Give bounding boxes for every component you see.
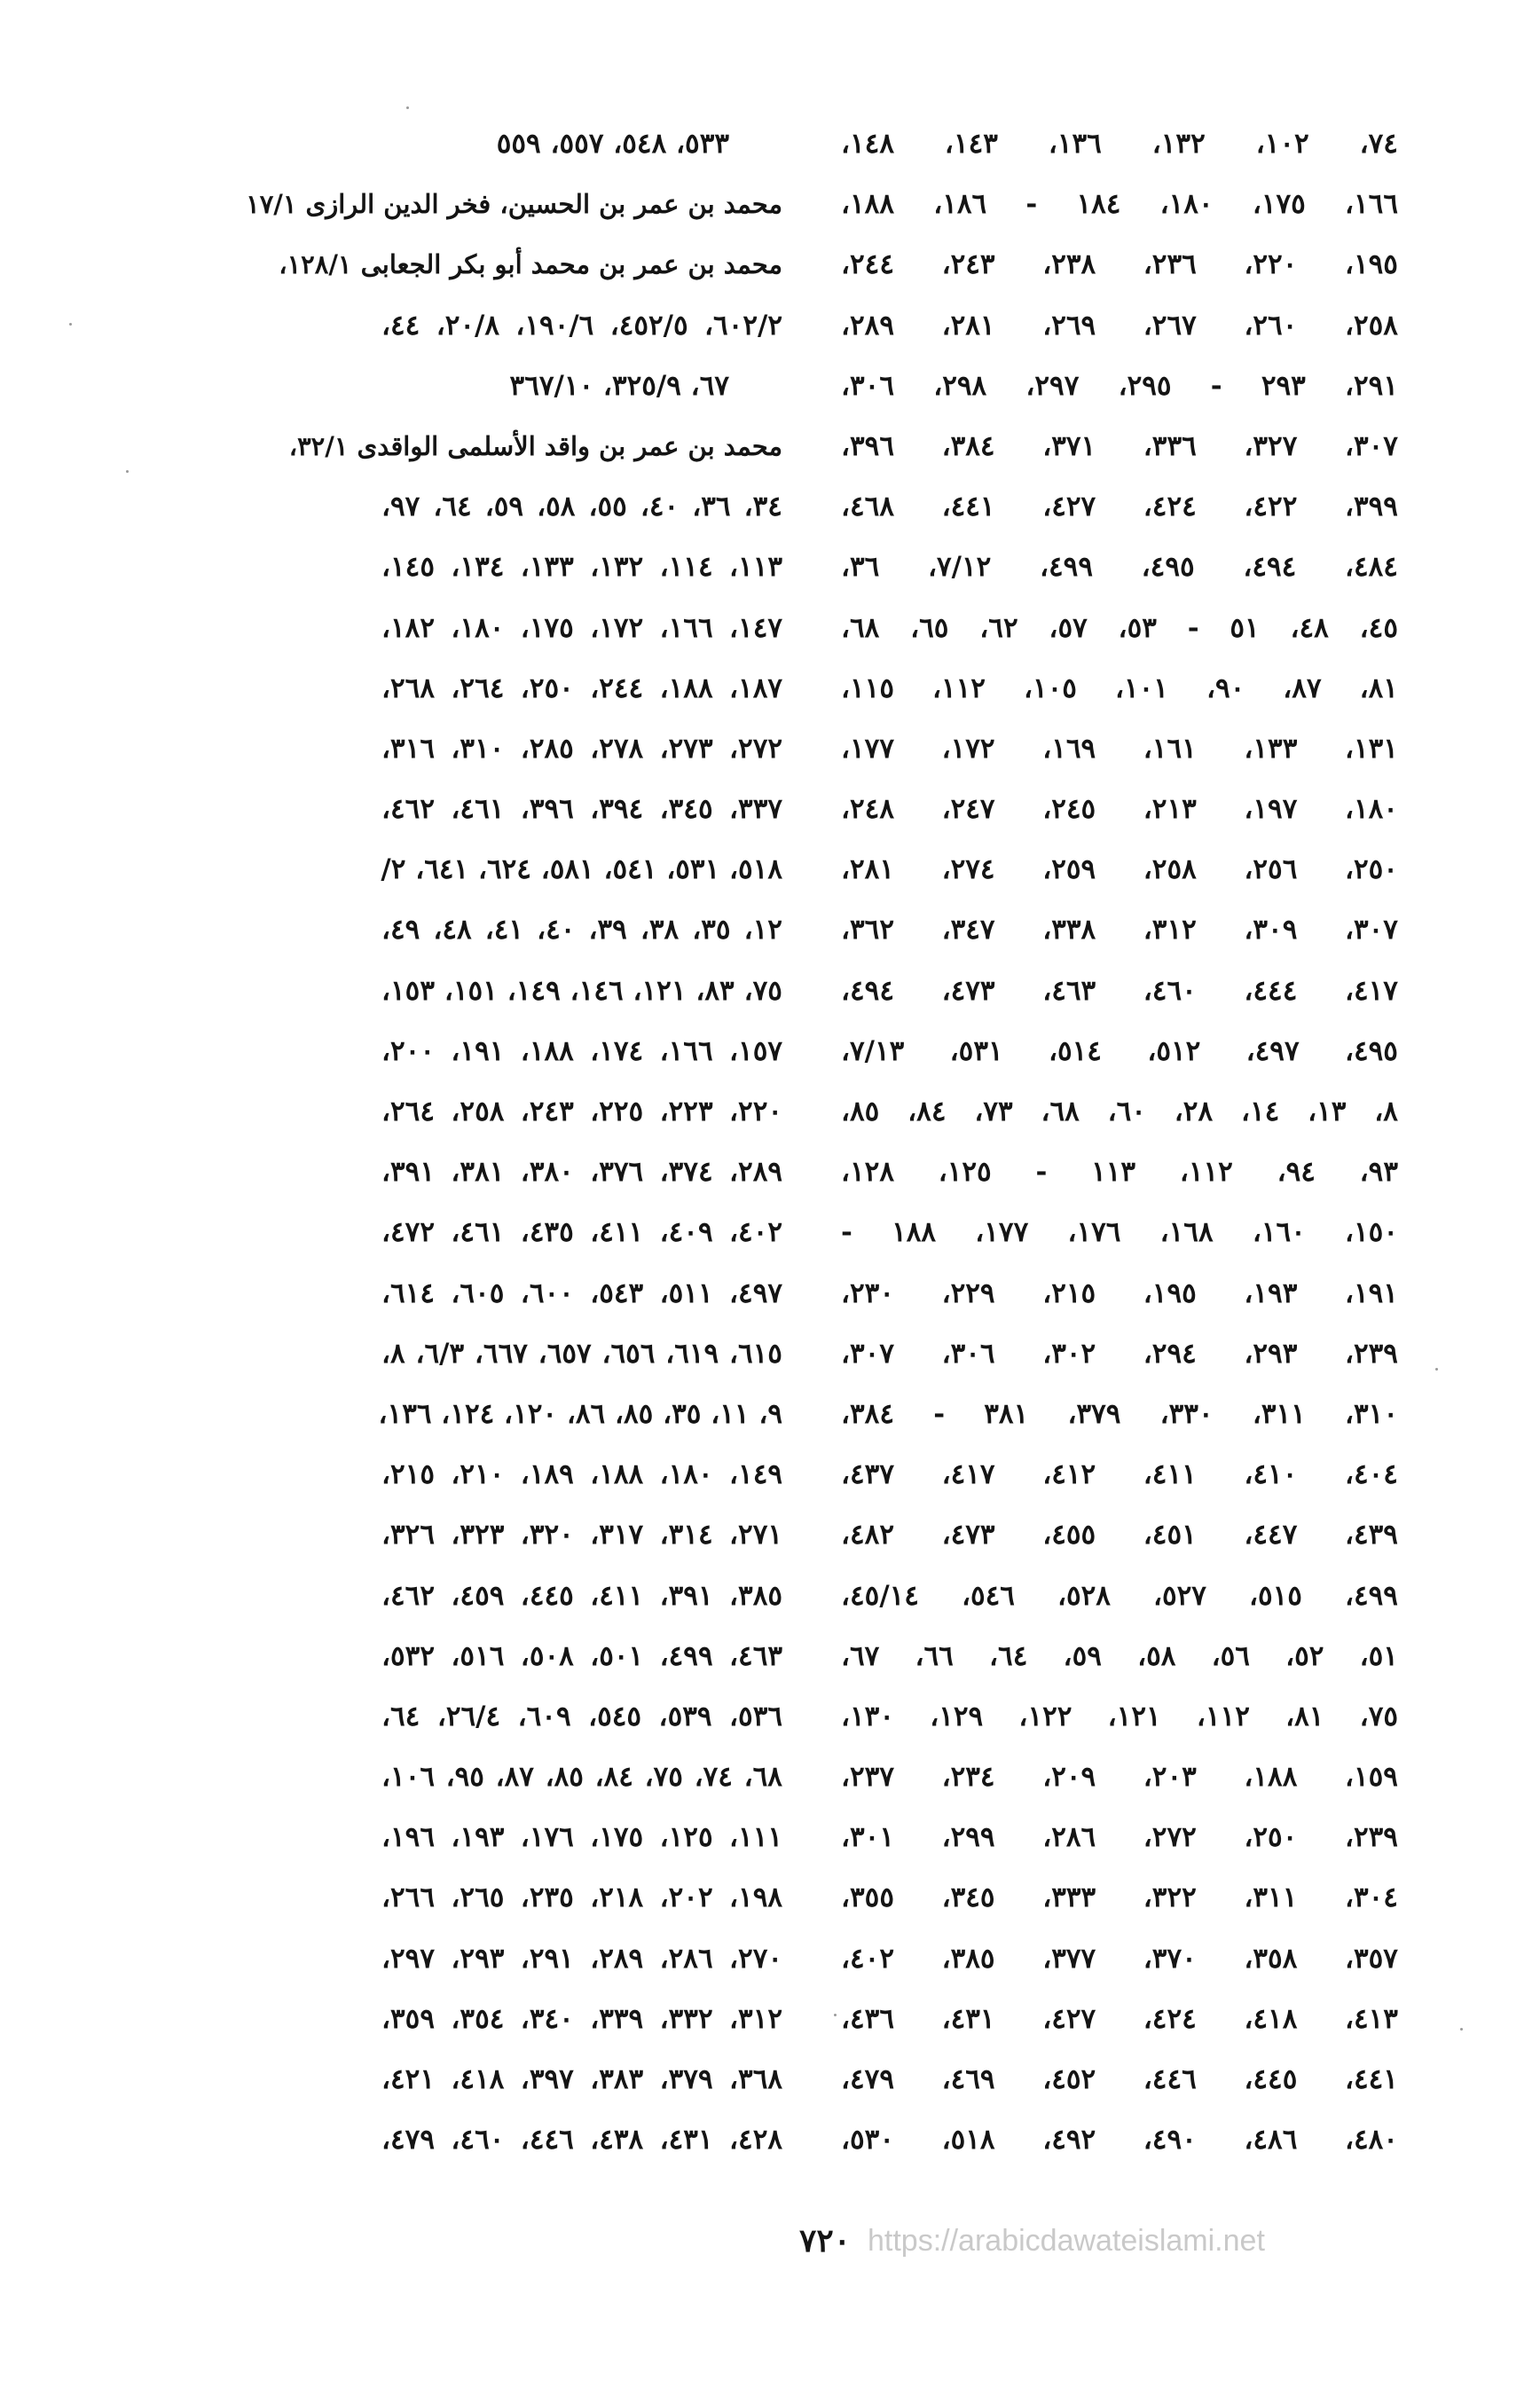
- index-line: ٣٨٥، ٣٩١، ٤١١، ٤٤٥، ٤٥٩، ٤٦٢،: [381, 1579, 782, 1612]
- index-line: ٤٨٤، ٤٩٤، ٤٩٥، ٤٩٩، ٧/١٢، ٣٦،: [841, 551, 1398, 584]
- index-line: ٤٠٢، ٤٠٩، ٤١١، ٤٣٥، ٤٦١، ٤٧٢،: [381, 1216, 782, 1249]
- index-line: ٤٢٨، ٤٣١، ٤٣٨، ٤٤٦، ٤٦٠، ٤٧٩،: [381, 2124, 782, 2157]
- index-line: ٦٠٢/٢، ٤٥٢/٥، ١٩٠/٦، ٢٠/٨، ٤٤،: [381, 309, 782, 342]
- scan-speck: [126, 470, 129, 473]
- index-line: ٤٩٩، ٥١٥، ٥٢٧، ٥٢٨، ٥٤٦، ٤٥/١٤،: [841, 1579, 1398, 1612]
- index-line: ٥٣٦، ٥٣٩، ٥٤٥، ٦٠٩، ٢٦/٤، ٦٤،: [381, 1700, 782, 1732]
- index-line: ٩٣، ٩٤، ١١٢، ١١٣ - ١٢٥، ١٢٨،: [841, 1156, 1398, 1189]
- index-line: ٧٥، ٨١، ١١٢، ١٢١، ١٢٢، ١٢٩، ١٣٠،: [841, 1700, 1398, 1732]
- index-line: ٢٩١، ٢٩٣ - ٢٩٥، ٢٩٧، ٢٩٨، ٣٠٦،: [841, 369, 1398, 402]
- index-line: ٤٨٠، ٤٨٦، ٤٩٠، ٤٩٢، ٥١٨، ٥٣٠،: [841, 2124, 1398, 2157]
- index-line: ٢٨٩، ٣٧٤، ٣٧٦، ٣٨٠، ٣٨١، ٣٩١،: [381, 1156, 782, 1189]
- index-line: ٣١٠، ٣١١، ٣٣٠، ٣٧٩، ٣٨١ - ٣٨٤،: [841, 1397, 1398, 1430]
- index-line: ٦٨، ٧٤، ٧٥، ٨٤، ٨٥، ٨٧، ٩٥، ١٠٦،: [381, 1761, 782, 1794]
- index-line: ٦١٥، ٦١٩، ٦٥٦، ٦٥٧، ٦٦٧، ٦/٣، ٨،: [381, 1337, 782, 1370]
- index-line: ٤٣٩، ٤٤٧، ٤٥١، ٤٥٥، ٤٧٣، ٤٨٢،: [841, 1519, 1398, 1552]
- index-line: ١٨٠، ١٩٧، ٢١٣، ٢٤٥، ٢٤٧، ٢٤٨،: [841, 793, 1398, 826]
- index-line: ٢٢٠، ٢٢٣، ٢٢٥، ٢٤٣، ٢٥٨، ٢٦٤،: [381, 1096, 782, 1127]
- index-line: ٢٣٩، ٢٥٠، ٢٧٢، ٢٨٦، ٢٩٩، ٣٠١،: [841, 1821, 1398, 1854]
- index-line: ١٩٨، ٢٠٢، ٢١٨، ٢٣٥، ٢٦٥، ٢٦٦،: [381, 1882, 782, 1914]
- index-column-left: [246, 114, 782, 2170]
- index-line: ٢٥٨، ٢٦٠، ٢٦٧، ٢٦٩، ٢٨١، ٢٨٩،: [841, 309, 1398, 342]
- index-line: ٣٥٧، ٣٥٨، ٣٧٠، ٣٧٧، ٣٨٥، ٤٠٢،: [841, 1942, 1398, 1975]
- index-line: ٢٣٩، ٢٩٣، ٢٩٤، ٣٠٢، ٣٠٦، ٣٠٧،: [841, 1337, 1398, 1370]
- index-line: ١١١، ١٢٥، ١٧٥، ١٧٦، ١٩٣، ١٩٦،: [381, 1821, 782, 1854]
- index-line: ٦٧، ٣٢٥/٩، ٣٦٧/١٠: [509, 369, 729, 402]
- index-line: ١٦٦، ١٧٥، ١٨٠، ١٨٤ - ١٨٦، ١٨٨،: [841, 188, 1398, 221]
- index-line: محمد بن عمر بن واقد الأسلمى الواقدى ٣٢/١،: [288, 430, 782, 461]
- index-column-right: [841, 114, 1398, 2170]
- index-line: ١٩٥، ٢٢٠، ٢٣٦، ٢٣٨، ٢٤٣، ٢٤٤،: [841, 248, 1398, 281]
- scan-speck: [834, 2014, 837, 2016]
- index-line: ٤٤١، ٤٤٥، ٤٤٦، ٤٥٢، ٤٦٩، ٤٧٩،: [841, 2063, 1398, 2095]
- index-line: ٧٥، ٨٣، ١٢١، ١٤٦، ١٤٩، ١٥١، ١٥٣،: [381, 974, 782, 1007]
- index-line: ٢٧٢، ٢٧٣، ٢٧٨، ٢٨٥، ٣١٠، ٣١٦،: [381, 732, 782, 765]
- index-line: ١٨٧، ١٨٨، ٢٤٤، ٢٥٠، ٢٦٤، ٢٦٨،: [381, 672, 782, 704]
- index-line: ٢٧١، ٣١٤، ٣١٧، ٣٢٠، ٣٢٣، ٣٢٦،: [381, 1519, 782, 1552]
- scan-speck: [1460, 2028, 1463, 2031]
- index-line: ٤٦٣، ٤٩٩، ٥٠١، ٥٠٨، ٥١٦، ٥٣٢،: [381, 1639, 782, 1672]
- index-line: ٩، ١١، ٣٥، ٨٥، ٨٦، ١٢٠، ١٢٤، ١٣٦،: [378, 1397, 782, 1430]
- index-line: ١٤٩، ١٨٠، ١٨٨، ١٨٩، ٢١٠، ٢١٥،: [381, 1458, 782, 1491]
- index-line: ١٥٩، ١٨٨، ٢٠٣، ٢٠٩، ٢٣٤، ٢٣٧،: [841, 1761, 1398, 1794]
- page-number: ٧٢٠: [798, 2222, 851, 2259]
- index-line: ٢٥٠، ٢٥٦، ٢٥٨، ٢٥٩، ٢٧٤، ٢٨١،: [841, 853, 1398, 886]
- index-line: ٣٦٨، ٣٧٩، ٣٨٣، ٣٩٧، ٤١٨، ٤٢١،: [381, 2063, 782, 2095]
- index-line: ١٢، ٣٥، ٣٨، ٣٩، ٤٠، ٤١، ٤٨، ٤٩،: [381, 914, 782, 947]
- index-line: ١٩١، ١٩٣، ١٩٥، ٢١٥، ٢٢٩، ٢٣٠،: [841, 1277, 1398, 1309]
- scan-speck: [1435, 1368, 1438, 1371]
- index-line: ٣٩٩، ٤٢٢، ٤٢٤، ٤٢٧، ٤٤١، ٤٦٨،: [841, 491, 1398, 523]
- scan-speck: [406, 106, 409, 109]
- index-line: ١٥٠، ١٦٠، ١٦٨، ١٧٦، ١٧٧، ١٨٨ -: [841, 1216, 1398, 1249]
- index-line: ٥٣٣، ٥٤٨، ٥٥٧، ٥٥٩: [496, 128, 729, 160]
- index-line: ٣٠٧، ٣٢٧، ٣٣٦، ٣٧١، ٣٨٤، ٣٩٦،: [841, 429, 1398, 462]
- index-line: ٣١٢، ٣٣٢، ٣٣٩، ٣٤٠، ٣٥٤، ٣٥٩،: [381, 2002, 782, 2035]
- index-line: ٣٣٧، ٣٤٥، ٣٩٤، ٣٩٦، ٤٦١، ٤٦٢،: [381, 793, 782, 826]
- index-line: ١١٣، ١١٤، ١٣٢، ١٣٣، ١٣٤، ١٤٥،: [381, 551, 782, 584]
- index-line: ١٣١، ١٣٣، ١٦١، ١٦٩، ١٧٢، ١٧٧،: [841, 732, 1398, 765]
- index-line: ٣٠٤، ٣١١، ٣٢٢، ٣٣٣، ٣٤٥، ٣٥٥،: [841, 1882, 1398, 1914]
- index-line: محمد بن عمر بن الحسين، فخر الدين الرازى ١٧/١: [246, 189, 782, 220]
- index-line: ٨، ١٣، ١٤، ٢٨، ٦٠، ٦٨، ٧٣، ٨٤، ٨٥،: [841, 1096, 1398, 1127]
- index-line: ١٥٧، ١٦٦، ١٧٤، ١٨٨، ١٩١، ٢٠٠،: [381, 1034, 782, 1067]
- index-line: ٢٧٠، ٢٨٦، ٢٨٩، ٢٩١، ٢٩٣، ٢٩٧،: [381, 1942, 782, 1975]
- index-line: محمد بن عمر بن محمد أبو بكر الجعابى ١٢٨/١،: [279, 249, 782, 280]
- index-line: ٤١٣، ٤١٨، ٤٢٤، ٤٢٧، ٤٣١، ٤٣٦،: [841, 2002, 1398, 2035]
- index-line: ٤٩٥، ٤٩٧، ٥١٢، ٥١٤، ٥٣١، ٧/١٣،: [841, 1034, 1398, 1067]
- index-line: ١٤٧، ١٦٦، ١٧٢، ١٧٥، ١٨٠، ١٨٢،: [381, 611, 782, 644]
- index-line: ٥١، ٥٢، ٥٦، ٥٨، ٥٩، ٦٤، ٦٦، ٦٧،: [841, 1639, 1398, 1672]
- index-line: ٣٠٧، ٣٠٩، ٣١٢، ٣٣٨، ٣٤٧، ٣٦٢،: [841, 914, 1398, 947]
- scan-speck: [69, 323, 72, 326]
- watermark-url: https://arabicdawateislami.net: [868, 2224, 1265, 2258]
- index-line: ٣٤، ٣٦، ٤٠، ٥٥، ٥٨، ٥٩، ٦٤، ٩٧،: [381, 491, 782, 523]
- index-line: ٨١، ٨٧، ٩٠، ١٠١، ١٠٥، ١١٢، ١١٥،: [841, 672, 1398, 704]
- index-line: ٤٩٧، ٥١١، ٥٤٣، ٦٠٠، ٦٠٥، ٦١٤،: [381, 1277, 782, 1309]
- index-line: ٥١٨، ٥٣١، ٥٤١، ٥٨١، ٦٢٤، ٦٤١، ٢/: [381, 853, 782, 886]
- index-line: ٧٤، ١٠٢، ١٣٢، ١٣٦، ١٤٣، ١٤٨،: [841, 128, 1398, 160]
- index-line: ٤١٧، ٤٤٤، ٤٦٠، ٤٦٣، ٤٧٣، ٤٩٤،: [841, 974, 1398, 1007]
- index-line: ٤٠٤، ٤١٠، ٤١١، ٤١٢، ٤١٧، ٤٣٧،: [841, 1458, 1398, 1491]
- index-line: ٤٥، ٤٨، ٥١ - ٥٣، ٥٧، ٦٢، ٦٥، ٦٨،: [841, 611, 1398, 644]
